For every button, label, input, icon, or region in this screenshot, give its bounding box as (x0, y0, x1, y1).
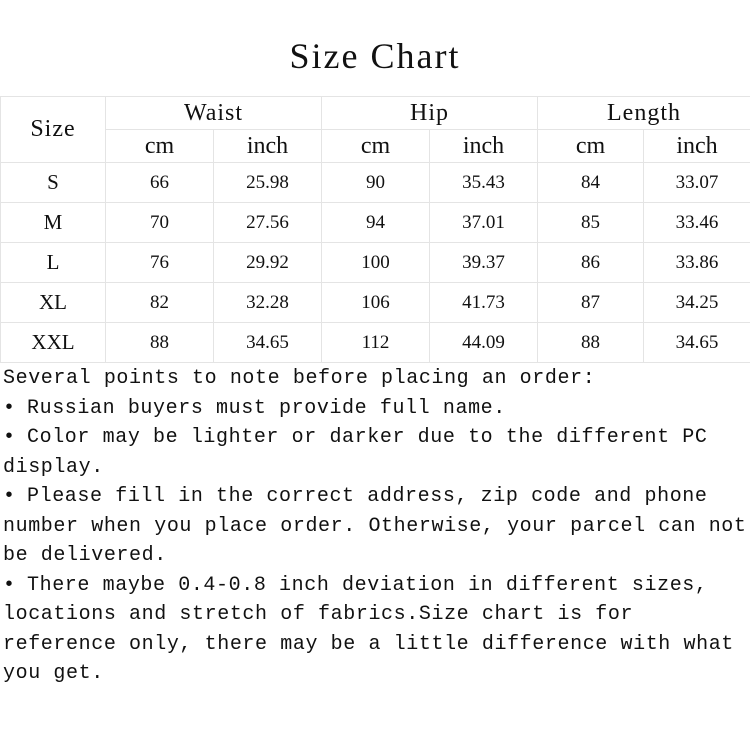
waist-cm-cell: 66 (106, 163, 214, 203)
waist-inch-cell: 34.65 (214, 323, 322, 363)
hip-cm-cell: 90 (322, 163, 430, 203)
header-row-units (1, 130, 750, 163)
note-item (3, 571, 748, 689)
page-title: Size Chart (289, 36, 461, 76)
unit-header-waist-cm: cm (106, 130, 214, 163)
size-cell: S (1, 163, 106, 203)
length-inch-cell: 33.46 (644, 203, 750, 243)
size-chart-table (0, 96, 750, 363)
bullet-icon: • (3, 573, 16, 597)
hip-cm-cell: 106 (322, 283, 430, 323)
unit-header-length-cm: cm (538, 130, 644, 163)
waist-header: Waist (106, 97, 322, 130)
size-column-header: Size (1, 97, 106, 163)
notes-intro: Several points to note before placing an order: (3, 367, 596, 390)
hip-header: Hip (322, 97, 538, 130)
waist-cm-cell: 82 (106, 283, 214, 323)
unit-header-length-inch: inch (644, 130, 750, 163)
table-row (1, 163, 750, 203)
waist-cm-cell: 88 (106, 323, 214, 363)
length-inch-cell: 33.86 (644, 243, 750, 283)
length-cm-cell: 85 (538, 203, 644, 243)
hip-inch-cell: 37.01 (430, 203, 538, 243)
size-cell: M (1, 203, 106, 243)
table-row (1, 203, 750, 243)
hip-cm-cell: 94 (322, 203, 430, 243)
table-row (1, 283, 750, 323)
hip-cm-cell: 112 (322, 323, 430, 363)
length-inch-cell: 34.65 (644, 323, 750, 363)
note-text: Color may be lighter or darker due to the different PC display. (3, 426, 708, 479)
waist-inch-cell: 32.28 (214, 283, 322, 323)
table-row (1, 323, 750, 363)
size-cell: L (1, 243, 106, 283)
note-text: There maybe 0.4-0.8 inch deviation in different sizes, locations and stretch of fabrics.Size chart is for reference only, there may be a little difference with what you get. (3, 573, 734, 685)
hip-cm-cell: 100 (322, 243, 430, 283)
note-item (3, 482, 748, 571)
unit-header-hip-inch: inch (430, 130, 538, 163)
note-item (3, 423, 748, 482)
bullet-icon: • (3, 396, 16, 420)
waist-inch-cell: 29.92 (214, 243, 322, 283)
bullet-icon: • (3, 485, 16, 508)
waist-cm-cell: 76 (106, 243, 214, 283)
waist-cm-cell: 70 (106, 203, 214, 243)
length-inch-cell: 33.07 (644, 163, 750, 203)
hip-inch-cell: 35.43 (430, 163, 538, 203)
length-cm-cell: 88 (538, 323, 644, 363)
length-cm-cell: 86 (538, 243, 644, 283)
header-row-groups (1, 97, 750, 130)
length-cm-cell: 87 (538, 283, 644, 323)
order-notes (3, 364, 748, 689)
hip-inch-cell: 41.73 (430, 283, 538, 323)
note-text: Please fill in the correct address, zip code and phone number when you place order. Otherwise, your parcel can not be delivered. (3, 485, 747, 567)
waist-inch-cell: 27.56 (214, 203, 322, 243)
size-cell: XXL (1, 323, 106, 363)
length-inch-cell: 34.25 (644, 283, 750, 323)
waist-inch-cell: 25.98 (214, 163, 322, 203)
note-item (3, 394, 748, 424)
bullet-icon: • (3, 426, 16, 449)
size-cell: XL (1, 283, 106, 323)
hip-inch-cell: 39.37 (430, 243, 538, 283)
note-text: Russian buyers must provide full name. (27, 396, 506, 420)
hip-inch-cell: 44.09 (430, 323, 538, 363)
length-cm-cell: 84 (538, 163, 644, 203)
length-header: Length (538, 97, 750, 130)
table-row (1, 243, 750, 283)
unit-header-hip-cm: cm (322, 130, 430, 163)
unit-header-waist-inch: inch (214, 130, 322, 163)
